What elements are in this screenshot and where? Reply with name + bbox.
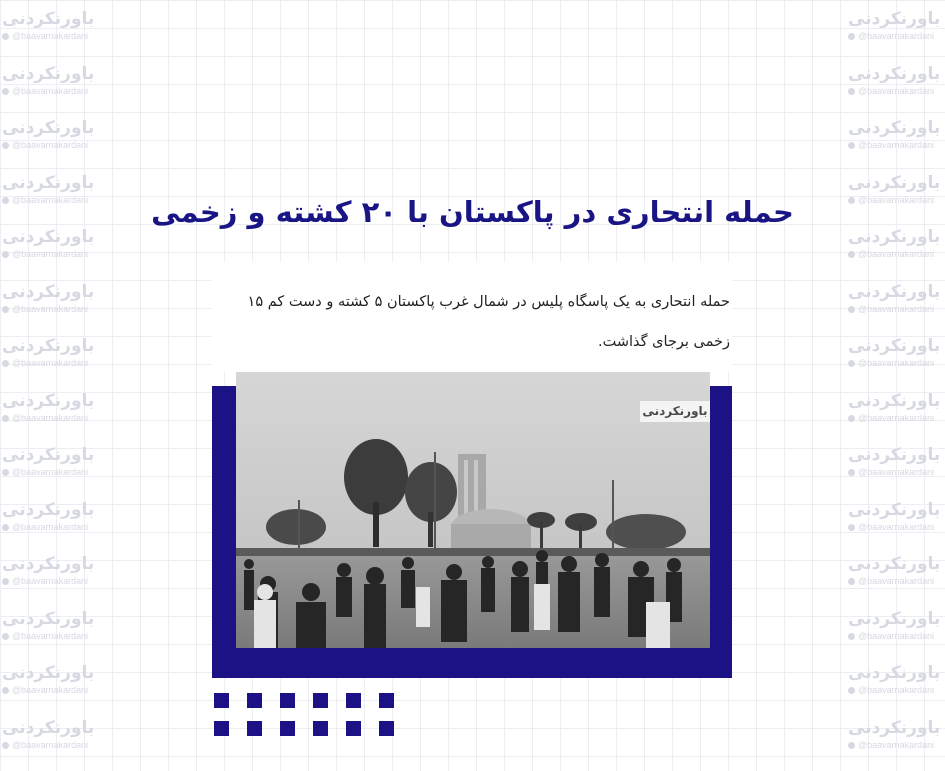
social-icon (848, 633, 855, 640)
social-icon (2, 524, 9, 531)
social-icon (2, 469, 9, 476)
watermark (848, 281, 944, 336)
watermark-logo: باورنکردنی (2, 117, 98, 139)
watermark-logo: باورنکردنی (848, 717, 944, 739)
watermark-logo: باورنکردنی (2, 281, 98, 303)
watermark-logo: باورنکردنی (848, 390, 944, 412)
watermark-logo: باورنکردنی (848, 608, 944, 630)
watermark (2, 63, 98, 118)
watermark-handle: @baavarnakardani (858, 140, 934, 150)
watermark (2, 608, 98, 663)
social-icon (848, 33, 855, 40)
watermark (2, 8, 98, 63)
social-icon (2, 197, 9, 204)
watermark-logo: باورنکردنی (2, 8, 98, 30)
social-icon (2, 687, 9, 694)
social-icon (2, 742, 9, 749)
watermark-logo: باورنکردنی (2, 226, 98, 248)
social-icon (848, 524, 855, 531)
watermark-handle: @baavarnakardani (12, 740, 88, 750)
watermark (2, 281, 98, 336)
watermark-logo: باورنکردنی (848, 662, 944, 684)
watermark-handle: @baavarnakardani (858, 86, 934, 96)
social-icon (848, 415, 855, 422)
watermark (848, 172, 944, 227)
social-icon (848, 742, 855, 749)
watermark-logo: باورنکردنی (2, 608, 98, 630)
news-body-text: حمله انتحاری به یک پاسگاه پلیس در شمال غرب پاکستان ۵ کشته و دست کم ۱۵ زخمی برجای گذاشت. (212, 282, 730, 362)
watermark-handle: @baavarnakardani (858, 576, 934, 586)
watermark-logo: باورنکردنی (848, 553, 944, 575)
watermark-handle: @baavarnakardani (12, 576, 88, 586)
watermark-handle: @baavarnakardani (12, 522, 88, 532)
watermark-handle: @baavarnakardani (858, 249, 934, 259)
social-icon (2, 360, 9, 367)
social-icon (848, 142, 855, 149)
watermark (848, 717, 944, 771)
watermark-logo: باورنکردنی (2, 63, 98, 85)
watermark-logo: باورنکردنی (848, 499, 944, 521)
watermark (2, 117, 98, 172)
watermark-handle: @baavarnakardani (12, 140, 88, 150)
watermark-handle: @baavarnakardani (12, 31, 88, 41)
social-icon (848, 197, 855, 204)
watermark-column-left (2, 8, 98, 771)
watermark-logo: باورنکردنی (2, 390, 98, 412)
watermark (2, 553, 98, 608)
social-icon (2, 578, 9, 585)
watermark-logo: باورنکردنی (2, 717, 98, 739)
social-icon (848, 88, 855, 95)
watermark-handle: @baavarnakardani (12, 685, 88, 695)
watermark (848, 63, 944, 118)
watermark (848, 226, 944, 281)
watermark (848, 553, 944, 608)
watermark-logo: باورنکردنی (848, 63, 944, 85)
watermark-logo: باورنکردنی (2, 662, 98, 684)
watermark (2, 499, 98, 554)
watermark (848, 444, 944, 499)
social-icon (2, 633, 9, 640)
headline: حمله انتحاری در پاکستان با ۲۰ کشته و زخمی (150, 190, 795, 234)
watermark-logo: باورنکردنی (848, 335, 944, 357)
watermark-handle: @baavarnakardani (858, 358, 934, 368)
social-icon (848, 578, 855, 585)
watermark-handle: @baavarnakardani (12, 195, 88, 205)
watermark (848, 608, 944, 663)
watermark (848, 662, 944, 717)
news-photo (236, 372, 710, 648)
watermark-logo: باورنکردنی (2, 335, 98, 357)
watermark-handle: @baavarnakardani (12, 86, 88, 96)
watermark-logo: باورنکردنی (2, 172, 98, 194)
social-icon (848, 687, 855, 694)
watermark (2, 335, 98, 390)
watermark (848, 335, 944, 390)
watermark (848, 117, 944, 172)
social-icon (848, 306, 855, 313)
watermark-logo: باورنکردنی (848, 226, 944, 248)
watermark-handle: @baavarnakardani (12, 413, 88, 423)
watermark-handle: @baavarnakardani (12, 631, 88, 641)
watermark-handle: @baavarnakardani (858, 413, 934, 423)
watermark-logo: باورنکردنی (848, 117, 944, 139)
watermark-handle: @baavarnakardani (858, 522, 934, 532)
social-icon (848, 360, 855, 367)
watermark-handle: @baavarnakardani (12, 249, 88, 259)
social-icon (848, 251, 855, 258)
social-icon (2, 415, 9, 422)
social-icon (2, 306, 9, 313)
watermark-logo: باورنکردنی (848, 444, 944, 466)
social-icon (2, 142, 9, 149)
watermark-logo: باورنکردنی (2, 553, 98, 575)
watermark (2, 717, 98, 771)
watermark-handle: @baavarnakardani (12, 467, 88, 477)
watermark (848, 390, 944, 445)
watermark-handle: @baavarnakardani (12, 358, 88, 368)
watermark-handle: @baavarnakardani (858, 685, 934, 695)
watermark (2, 662, 98, 717)
social-icon (848, 469, 855, 476)
watermark (2, 444, 98, 499)
social-icon (2, 88, 9, 95)
watermark (848, 499, 944, 554)
watermark-handle: @baavarnakardani (858, 195, 934, 205)
decorative-dot-grid (214, 693, 394, 738)
watermark-handle: @baavarnakardani (858, 740, 934, 750)
watermark-column-right (848, 8, 944, 771)
social-icon (2, 33, 9, 40)
watermark (2, 390, 98, 445)
social-icon (2, 251, 9, 258)
watermark-handle: @baavarnakardani (12, 304, 88, 314)
watermark-logo: باورنکردنی (848, 281, 944, 303)
watermark-handle: @baavarnakardani (858, 467, 934, 477)
photo-brand-logo: باورنکردنی (640, 401, 710, 422)
watermark-logo: باورنکردنی (848, 8, 944, 30)
watermark (2, 172, 98, 227)
watermark-handle: @baavarnakardani (858, 304, 934, 314)
watermark (848, 8, 944, 63)
watermark-handle: @baavarnakardani (858, 631, 934, 641)
watermark-logo: باورنکردنی (848, 172, 944, 194)
watermark-logo: باورنکردنی (2, 444, 98, 466)
news-photo-crowd-street-icon (236, 372, 710, 648)
watermark (2, 226, 98, 281)
watermark-logo: باورنکردنی (2, 499, 98, 521)
watermark-handle: @baavarnakardani (858, 31, 934, 41)
